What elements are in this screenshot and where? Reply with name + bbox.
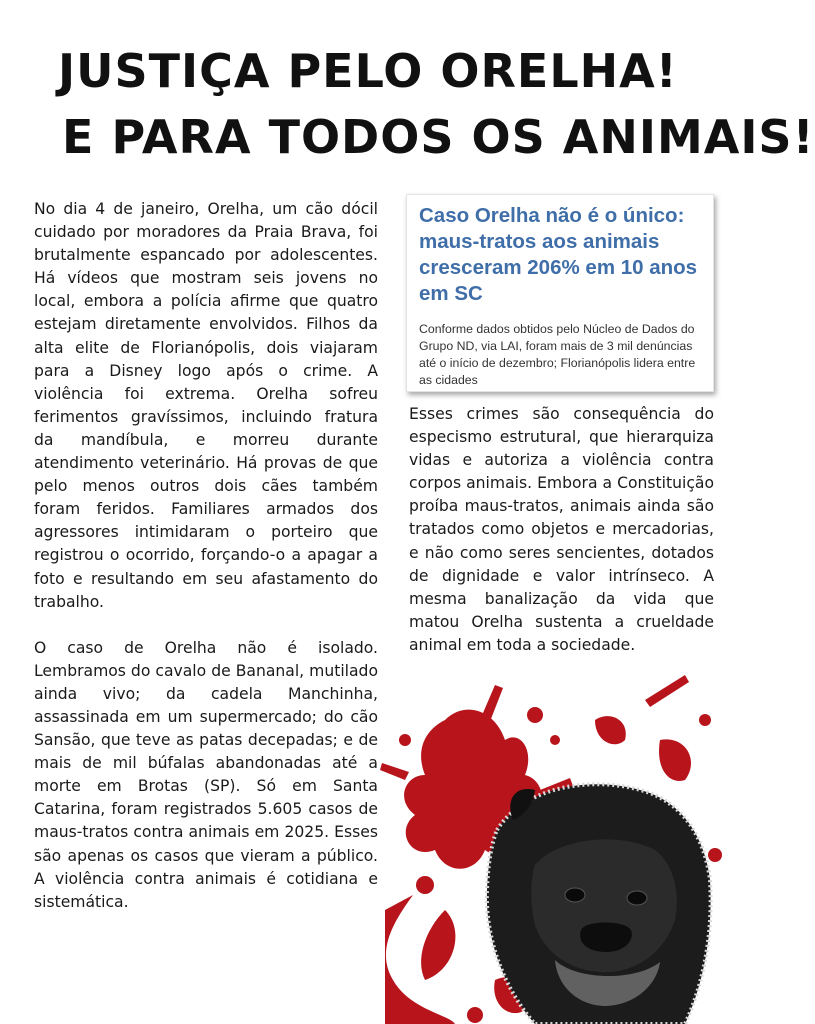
left-paragraph-1: No dia 4 de janeiro, Orelha, um cão dócil cuidado por moradores da Praia Brava, foi brutalmente espancado por adolescentes. Há vídeos que mostram seis jovens no local, embora a polícia afirme que quatro estejam diretamente envolvidos. Filhos da alta elite de Florianópolis, dois viajaram para a Disney logo após o crime. A violência foi extrema. Orelha sofreu ferimentos gravíssimos, incluindo fratura da mandíbula, e morreu durante atendimento veterinário. Há provas de que pelo menos outros dois cães também foram feridos. Familiares armados dos agressores intimidaram o porteiro que registrou o ocorrido, forçando-o a apagar a foto e resultando em seu afastamento do trabalho. — [34, 200, 378, 611]
news-card-title: Caso Orelha não é o único: maus-tratos aos animais cresceram 206% em 10 anos em SC — [419, 204, 698, 305]
dog-portrait-icon — [487, 784, 711, 1024]
left-paragraph-2: O caso de Orelha não é isolado. Lembramos do cavalo de Bananal, mutilado ainda vivo; da cadela Manchinha, assassinada em um supermercado; do cão Sansão, que teve as patas decepadas; e de mais de mil búfalas abandonadas até a morte em Brotas (SP). Só em Santa Catarina, foram registrados 5.605 casos de maus-tratos contra animais em 2025. Esses são apenas os casos que vieram a público. A violência contra animais é cotidiana e sistemática. — [34, 638, 378, 911]
news-card — [406, 194, 714, 392]
headline-line-2: E PARA TODOS OS ANIMAIS! — [62, 110, 815, 164]
right-paragraph: Esses crimes são consequência do especismo estrutural, que hierarquiza vidas e autoriza a violência contra corpos animais. Embora a Constituição proíba maus-tratos, animais ainda são tratados como objetos e mercadorias, e não como seres sencientes, dotados de dignidade e valor intrínseco. A mesma banalização da vida que matou Orelha sustenta a crueldade animal em toda a sociedade. — [409, 405, 714, 654]
headline-line-1: JUSTIÇA PELO ORELHA! — [58, 44, 678, 98]
left-column — [34, 198, 378, 914]
news-card-subtitle: Conforme dados obtidos pelo Núcleo de Dados do Grupo ND, via LAI, foram mais de 3 mil denúncias até o início de dezembro; Florianópolis lidera entre as cidades — [419, 322, 696, 387]
dog-illustration — [385, 680, 724, 1024]
